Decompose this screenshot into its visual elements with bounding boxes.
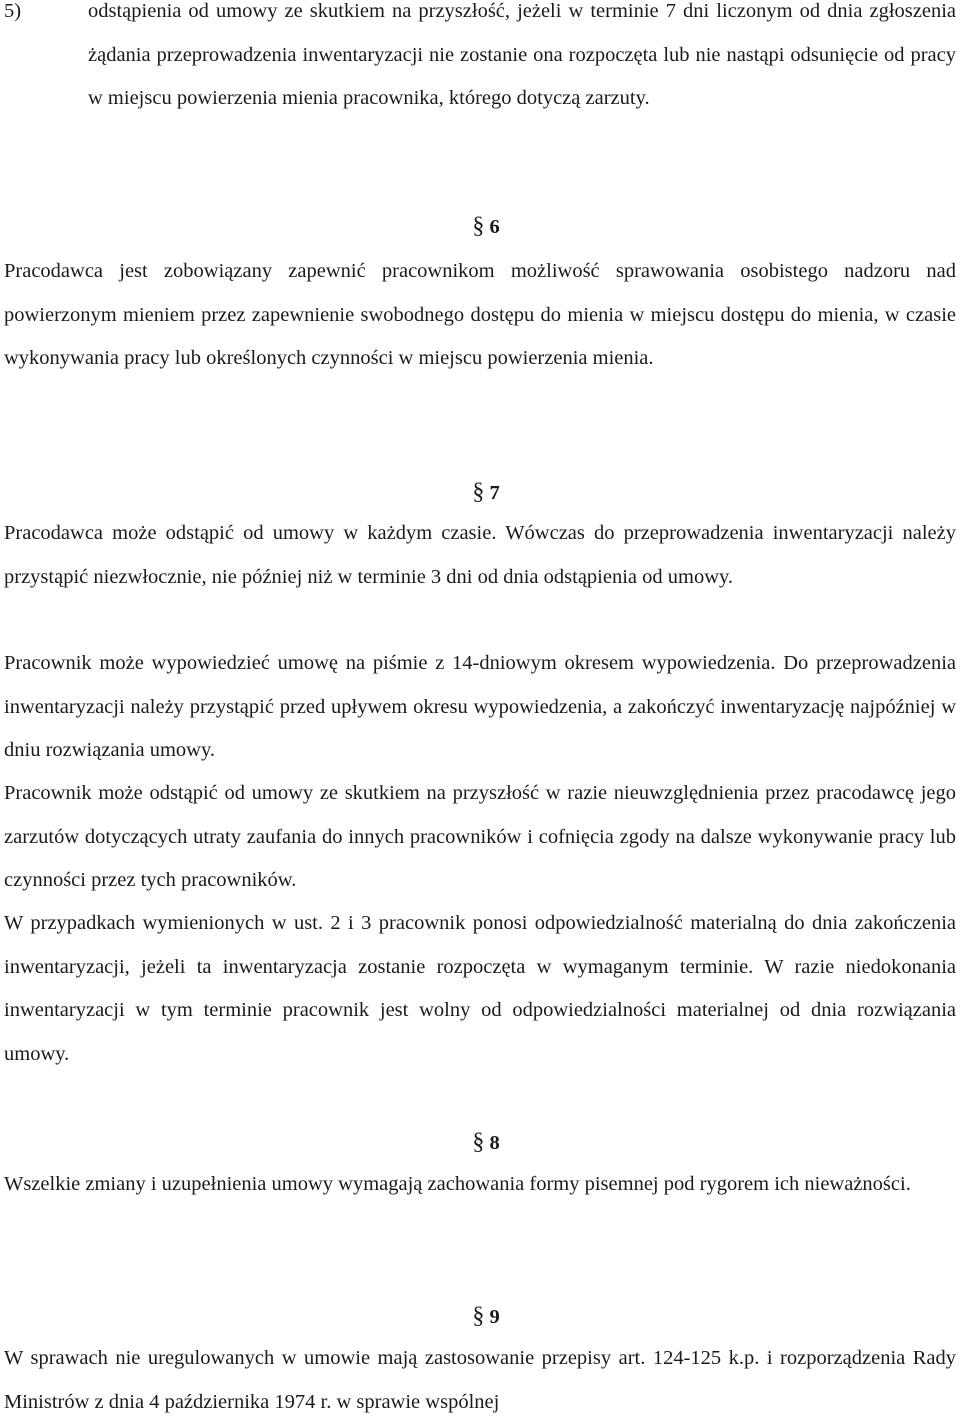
list-item-text: odstąpienia od umowy ze skutkiem na przyszłość, jeżeli w terminie 7 dni liczonym od dnia zgłoszenia żądania przeprowadzenia inwentaryzacji nie zostanie ona rozpoczęta lub nie nastąpi odsunięcie od pracy w miejscu powierzenia mienia pracownika, którego dotyczą zarzuty. [88, 0, 956, 109]
section-sign: § [472, 213, 485, 239]
paragraph-9-1: W sprawach nie uregulowanych w umowie mają zastosowanie przepisy art. 124-125 k.p. i rozporządzenia Rady Ministrów z dnia 4 października 1974 r. w sprawie wspólnej [4, 1347, 956, 1413]
paragraph-7-3: Pracownik może odstąpić od umowy ze skutkiem na przyszłość w razie nieuwzględnienia przez pracodawcę jego zarzutów dotyczących utraty zaufania do innych pracowników i cofnięcia zgody na dalsze wykonywanie pracy lub czynności przez tych pracowników. [4, 782, 956, 891]
paragraph-7-4: W przypadkach wymienionych w ust. 2 i 3 pracownik ponosi odpowiedzialność materialną do dnia zakończenia inwentaryzacji, jeżeli ta inwentaryzacja zostanie rozpoczęta w wymaganym terminie. W razie niedokonania inwentaryzacji w tym terminie pracownik jest wolny od odpowiedzialności materialnej od dnia rozwiązania umowy. [4, 912, 956, 1065]
list-item-5 [4, 0, 956, 121]
section-number: 9 [489, 1306, 500, 1328]
paragraph-7-1: Pracodawca może odstąpić od umowy w każdym czasie. Wówczas do przeprowadzenia inwentaryzacji należy przystąpić niezwłocznie, nie później niż w terminie 3 dni od dnia odstąpienia od umowy. [4, 522, 956, 588]
section-sign: § [472, 1303, 485, 1329]
section-sign: § [472, 479, 485, 505]
list-item-number: 5) [4, 0, 22, 22]
paragraph-6-1: Pracodawca jest zobowiązany zapewnić pracownikom możliwość sprawowania osobistego nadzoru nad powierzonym mieniem przez zapewnienie swobodnego dostępu do mienia w miejscu dostępu do mienia, w czasie wykonywania pracy lub określonych czynności w miejscu powierzenia mienia. [4, 260, 956, 369]
section-sign: § [472, 1129, 485, 1155]
section-number: 6 [489, 216, 500, 238]
paragraph-7-2: Pracownik może wypowiedzieć umowę na piśmie z 14-dniowym okresem wypowiedzenia. Do przeprowadzenia inwentaryzacji należy przystąpić przed upływem okresu wypowiedzenia, a zakończyć inwentaryzację najpóźniej w dniu rozwiązania umowy. [4, 652, 956, 761]
section-heading-6 [0, 212, 960, 241]
section-heading-8 [0, 1128, 960, 1157]
section-heading-9 [0, 1302, 960, 1331]
section-heading-7 [0, 478, 960, 507]
section-number: 7 [489, 482, 500, 504]
section-number: 8 [489, 1132, 500, 1154]
paragraph-8-1: Wszelkie zmiany i uzupełnienia umowy wymagają zachowania formy pisemnej pod rygorem ich nieważności. [4, 1173, 911, 1195]
